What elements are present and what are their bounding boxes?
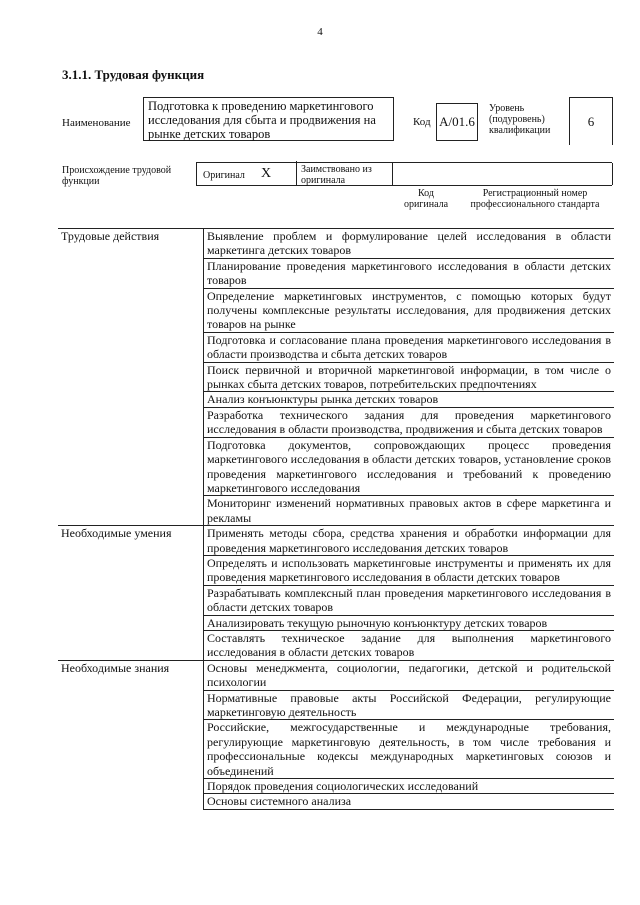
original-mark: X bbox=[261, 166, 272, 181]
section-category: Необходимые умения bbox=[58, 526, 204, 661]
section-item: Российские, межгосударственные и международные требования, регулирующие маркетинговую деятельность, в том числе требования и профессиональные кодексы международных маркетинговых союзов и объединений bbox=[204, 720, 615, 779]
reg-number-label: Регистрационный номер профессионального стандарта bbox=[470, 188, 600, 210]
section-item: Составлять техническое задание для выполнения маркетингового исследования в области детских товаров bbox=[204, 630, 615, 660]
section-item: Разрабатывать комплексный план проведения маркетингового исследования в области детских товаров bbox=[204, 585, 615, 615]
section-item: Подготовка и согласование плана проведения маркетингового исследования в области производства и сбыта детских товаров bbox=[204, 332, 615, 362]
name-label: Наименование bbox=[62, 117, 131, 129]
section-item: Выявление проблем и формулирование целей исследования в области маркетинга детских товаров bbox=[204, 229, 615, 259]
code-original-label: Код оригинала bbox=[403, 188, 449, 210]
section-item: Анализировать текущую рыночную конъюнктуру детских товаров bbox=[204, 615, 615, 630]
code-value: A/01.6 bbox=[436, 103, 478, 141]
section-item: Порядок проведения социологических исследований bbox=[204, 779, 615, 794]
table-row bbox=[58, 229, 614, 259]
section-item: Подготовка документов, сопровождающих процесс проведения маркетингового исследования в области детских товаров, установление сроков проведения маркетингового исследования и требований к проведению маркетингового исследования bbox=[204, 437, 615, 496]
section-item: Мониторинг изменений нормативных правовых актов в сфере маркетинга и рекламы bbox=[204, 496, 615, 526]
section-item: Анализ конъюнктуры рынка детских товаров bbox=[204, 392, 615, 407]
function-name-box: Подготовка к проведению маркетингового исследования для сбыта и продвижения на рынке детских товаров bbox=[143, 97, 394, 141]
table-row bbox=[58, 526, 614, 556]
section-item: Определять и использовать маркетинговые инструменты и применять их для проведения маркетингового исследования в области детских товаров bbox=[204, 555, 615, 585]
code-label: Код bbox=[413, 116, 431, 128]
origin-label: Происхождение трудовой функции bbox=[62, 165, 172, 187]
section-item: Планирование проведения маркетингового исследования в области детских товаров bbox=[204, 258, 615, 288]
origin-row bbox=[196, 162, 612, 186]
original-label: Оригинал bbox=[203, 170, 245, 181]
level-label: Уровень (подуровень) квалификации bbox=[489, 103, 551, 136]
section-item: Применять методы сбора, средства хранения и обработки информации для проведения маркетингового исследования детских товаров bbox=[204, 526, 615, 556]
section-category: Трудовые действия bbox=[58, 229, 204, 526]
borrowed-label: Заимствовано из оригинала bbox=[301, 164, 372, 186]
section-item: Нормативные правовые акты Российской Федерации, регулирующие маркетинговую деятельность bbox=[204, 690, 615, 720]
level-value: 6 bbox=[569, 97, 613, 145]
section-item: Разработка технического задания для проведения маркетингового исследования в области производства, продвижения и сбыта детских товаров bbox=[204, 407, 615, 437]
section-item: Основы менеджмента, социологии, педагогики, детской и родительской психологии bbox=[204, 660, 615, 690]
section-item: Поиск первичной и вторичной маркетинговой информации, в том числе о рынках сбыта детских товаров, потребительских предпочтениях bbox=[204, 362, 615, 392]
table-row bbox=[58, 660, 614, 690]
section-item: Основы системного анализа bbox=[204, 794, 615, 809]
section-category: Необходимые знания bbox=[58, 660, 204, 809]
page-number: 4 bbox=[317, 26, 323, 38]
section-item: Определение маркетинговых инструментов, с помощью которых будут получены комплексные результаты исследования, для продвижения детских товаров на рынке bbox=[204, 288, 615, 332]
labor-function-table bbox=[58, 228, 614, 810]
section-title: 3.1.1. Трудовая функция bbox=[62, 67, 205, 82]
